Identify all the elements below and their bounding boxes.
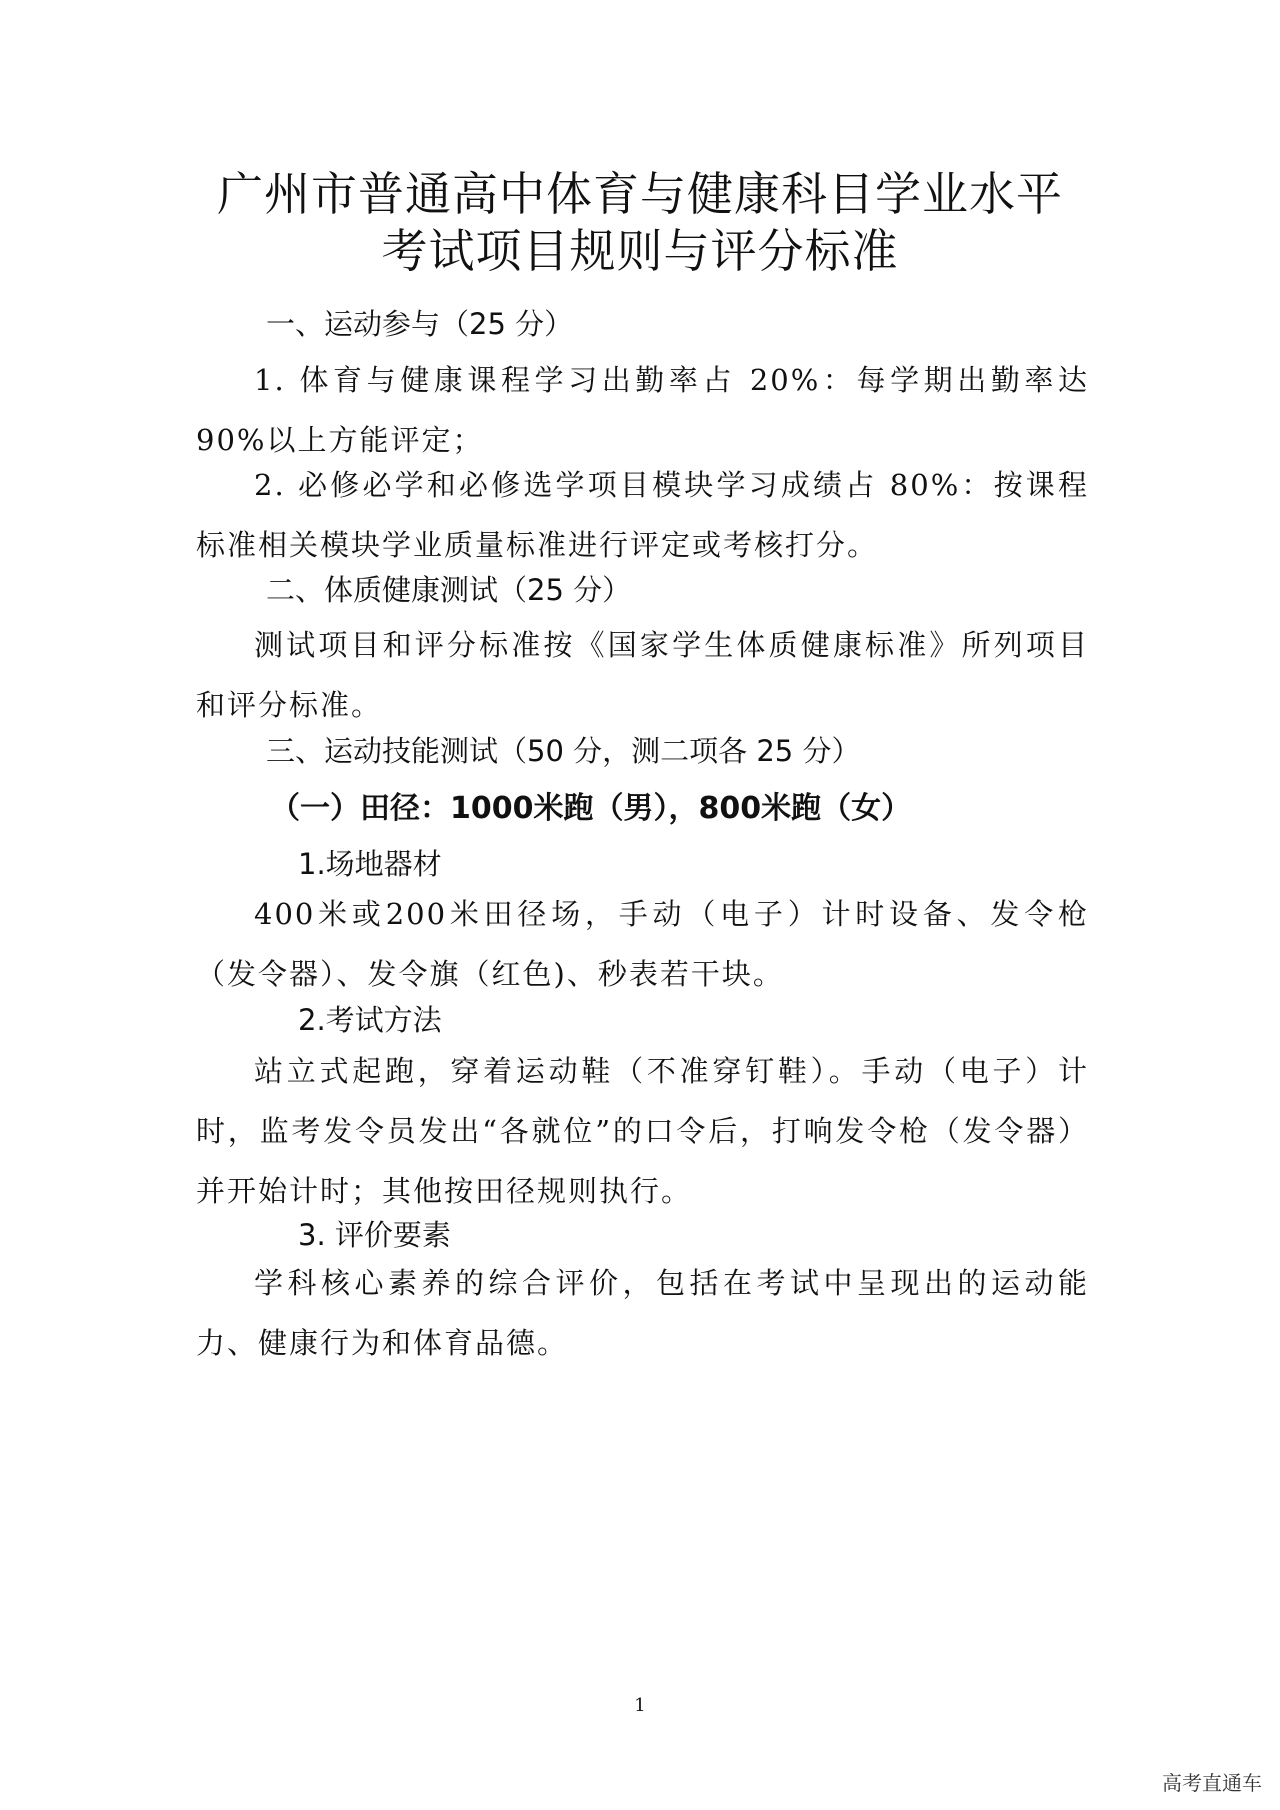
item-2-heading: 2.考试方法 [298, 1003, 442, 1037]
item-2-text: 站立式起跑，穿着运动鞋（不准穿钉鞋）。手动（电子）计时，监考发令员发出“各就位”的口令后，打响发令枪（发令器）并开始计时；其他按田径规则执行。 [196, 1054, 1089, 1208]
item-1-text: 400米或200米田径场，手动（电子）计时设备、发令枪（发令器）、发令旗（红色)、秒表若干块。 [196, 897, 1089, 991]
document-title-line-2: 考试项目规则与评分标准 [381, 224, 899, 278]
section-1-heading: 一、运动参与（25 分） [266, 307, 574, 341]
document-title-line-1: 广州市普通高中体育与健康科目学业水平 [217, 167, 1063, 221]
section-3-subheading-track: （一）田径：1000米跑（男），800米跑（女） [270, 791, 912, 826]
section-1-paragraph-2: 2. 必修必学和必修选学项目模块学习成绩占 80%：按课程标准相关模块学业质量标准进行评定或考核打分。 [196, 468, 1089, 562]
item-3-text: 学科核心素养的综合评价，包括在考试中呈现出的运动能力、健康行为和体育品德。 [196, 1266, 1089, 1360]
section-3-heading: 三、运动技能测试（50 分，测二项各 25 分） [266, 734, 861, 768]
section-2-paragraph-1: 测试项目和评分标准按《国家学生体质健康标准》所列项目和评分标准。 [196, 628, 1089, 722]
watermark-text: 高考直通车 [1158, 1768, 1266, 1798]
page-number: 1 [634, 1695, 646, 1716]
item-1-heading: 1.场地器材 [298, 847, 442, 881]
section-2-heading: 二、体质健康测试（25 分） [266, 573, 632, 607]
section-1-paragraph-1: 1. 体育与健康课程学习出勤率占 20%：每学期出勤率达 90%以上方能评定； [196, 363, 1089, 457]
item-3-heading: 3. 评价要素 [298, 1218, 451, 1252]
